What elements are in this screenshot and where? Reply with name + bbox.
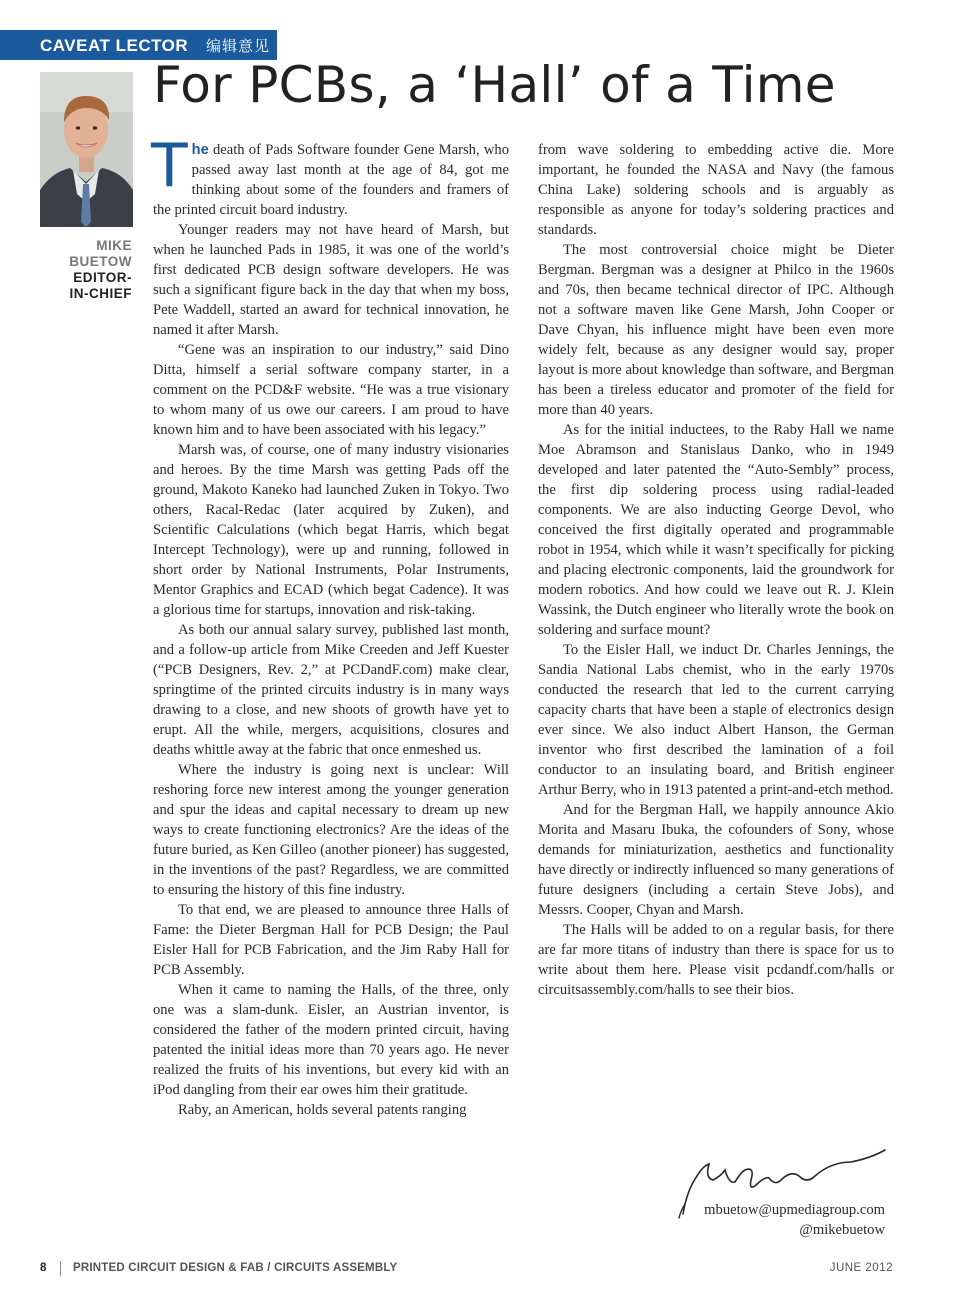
footer-divider: [60, 1261, 61, 1276]
lead-in: he: [191, 142, 209, 158]
issue-date: JUNE 2012: [829, 1262, 893, 1274]
paragraph-text: death of Pads Software founder Gene Marsh, who passed away last month at the age of 84, got me thinking about some of the founders and framers of the printed circuit board industry.: [153, 142, 509, 218]
author-contact: [704, 1200, 885, 1240]
article-column-left: [151, 131, 509, 1120]
author-email[interactable]: mbuetow@upmediagroup.com: [704, 1202, 885, 1218]
drop-cap: T: [151, 131, 188, 201]
paragraph: When it came to naming the Halls, of the three, only one was a slam-dunk. Eisler, an Austrian inventor, is considered the father of the modern printed circuit, having patented the initial ideas more than 70 years ago. He never realized the fruits of his inventions, but every kid with an iPod dangling from their ear owes him their gratitude.: [153, 982, 509, 1098]
paragraph: As for the initial inductees, to the Raby Hall we name Moe Abramson and Stanislaus Danko, who in 1949 developed and later patented the “Auto-Sembly” process, the first dip soldering process using radial-leaded components. We are also inducting George Devol, who conceived the first digitally operated and programmable robot in 1954, which while it wasn’t specifically for picking and placing electronic components, laid the groundwork for modern robotics. And how could we leave out R. J. Klein Wassink, the Dutch engineer who literally wrote the book on soldering and surface mount?: [538, 422, 894, 638]
author-first-name: MIKE: [96, 238, 132, 253]
paragraph: Marsh was, of course, one of many industry visionaries and heroes. By the time Marsh was getting Pads off the ground, Makoto Kaneko had launched Zuken in Tokyo. Two others, Racal-Redac (later acquired by Zuken), and Scientific Calculations (which begat Harris, which begat Intercept Technology), were up and running, followed in short order by National Instruments, Polar Instruments, Mentor Graphics and ECAD (which begat Cadence). It was a glorious time for startups, innovation and risk-taking.: [153, 442, 509, 618]
paragraph: To the Eisler Hall, we induct Dr. Charles Jennings, the Sandia National Labs chemist, who in the early 1970s conducted the research that led to the current carrying capacity charts that have been a staple of electronics design ever since. We also induct Albert Hanson, the German inventor who first described the lamination of a foil conductor to an insulating board, and British engineer Arthur Berry, who in 1913 patented a print-and-etch method.: [538, 642, 894, 798]
section-label-chinese: 编辑意见: [206, 37, 271, 55]
author-twitter-handle[interactable]: @mikebuetow: [799, 1222, 885, 1238]
author-role-line1: EDITOR-: [73, 270, 132, 285]
paragraph: Younger readers may not have heard of Marsh, but when he launched Pads in 1985, it was one of the world’s first dedicated PCB design software developers. He was such a significant figure back in the day that when my boss, Pete Waddell, started an award for technical innovation, he named it after Marsh.: [153, 222, 509, 338]
paragraph: Raby, an American, holds several patents ranging: [178, 1102, 467, 1118]
author-byline: [40, 238, 132, 302]
paragraph: As both our annual salary survey, published last month, and a follow-up article from Mike Creeden and Jeff Kuester (“PCB Designers, Rev. 2,” at PCDandF.com) make clear, springtime of the printed circuits industry is in many ways drawing to a close, and new shoots of growth have yet to erupt. All the while, mergers, acquisitions, closures and deaths whittle away at the fabric that once enmeshed us.: [153, 622, 509, 758]
paragraph: “Gene was an inspiration to our industry,” said Dino Ditta, himself a serial software company starter, in a comment on the PCD&F website. “He was a true visionary to whom many of us owe our careers. I am proud to have known him and to have been associated with his legacy.”: [153, 342, 509, 438]
paragraph: The most controversial choice might be Dieter Bergman. Bergman was a designer at Philco in the 1960s and 70s, then became technical director of IPC. Although not a software maven like Gene Marsh, John Cooper or Dave Chyan, his influence might have been even more widely felt, because as any designer would say, proper layout is more about knowledge than software, and Bergman has been a tireless educator and promoter of the field for more than 40 years.: [538, 242, 894, 418]
publication-name: PRINTED CIRCUIT DESIGN & FAB / CIRCUITS ASSEMBLY: [73, 1262, 398, 1274]
author-photo: [40, 72, 133, 227]
paragraph: And for the Bergman Hall, we happily announce Akio Morita and Masaru Ibuka, the cofounders of Sony, whose demands for miniaturization, aesthetics and functionality have directly or indirectly influenced so many generations of future designers (including a certain Steve Jobs), and Messrs. Cooper, Chyan and Marsh.: [538, 802, 894, 918]
section-label: CAVEAT LECTOR: [40, 36, 189, 55]
author-role-line2: IN-CHIEF: [69, 286, 132, 301]
paragraph: To that end, we are pleased to announce three Halls of Fame: the Dieter Bergman Hall for PCB Design; the Paul Eisler Hall for PCB Fabrication, and the Jim Raby Hall for PCB Assembly.: [153, 902, 509, 978]
article-column-right: [538, 140, 894, 1000]
paragraph: from wave soldering to embedding active die. More important, he founded the NASA and Navy (the famous China Lake) soldering schools and is arguably as responsible as anyone for today’s soldering practices and standards.: [538, 142, 894, 238]
author-portrait-image: [40, 72, 133, 227]
paragraph: Where the industry is going next is unclear: Will reshoring force new interest among the younger generation and spur the ideas and capital necessary to dream up new ways to create functioning electronics? Are the ideas of the future buried, as Ken Gilleo (another pioneer) has suggested, in the inventions of the past? Regardless, we are committed to ensuring the history of this fine industry.: [153, 762, 509, 898]
paragraph: The Halls will be added to on a regular basis, for there are far more titans of industry than there is space for us to write about them here. Please visit pcdandf.com/halls or circuitsassembly.com/halls to see their bios.: [538, 922, 894, 998]
page-number: 8: [40, 1262, 47, 1274]
paragraph: [151, 131, 509, 220]
article-title: For PCBs, a ‘Hall’ of a Time: [153, 56, 836, 114]
author-last-name: BUETOW: [69, 254, 132, 269]
